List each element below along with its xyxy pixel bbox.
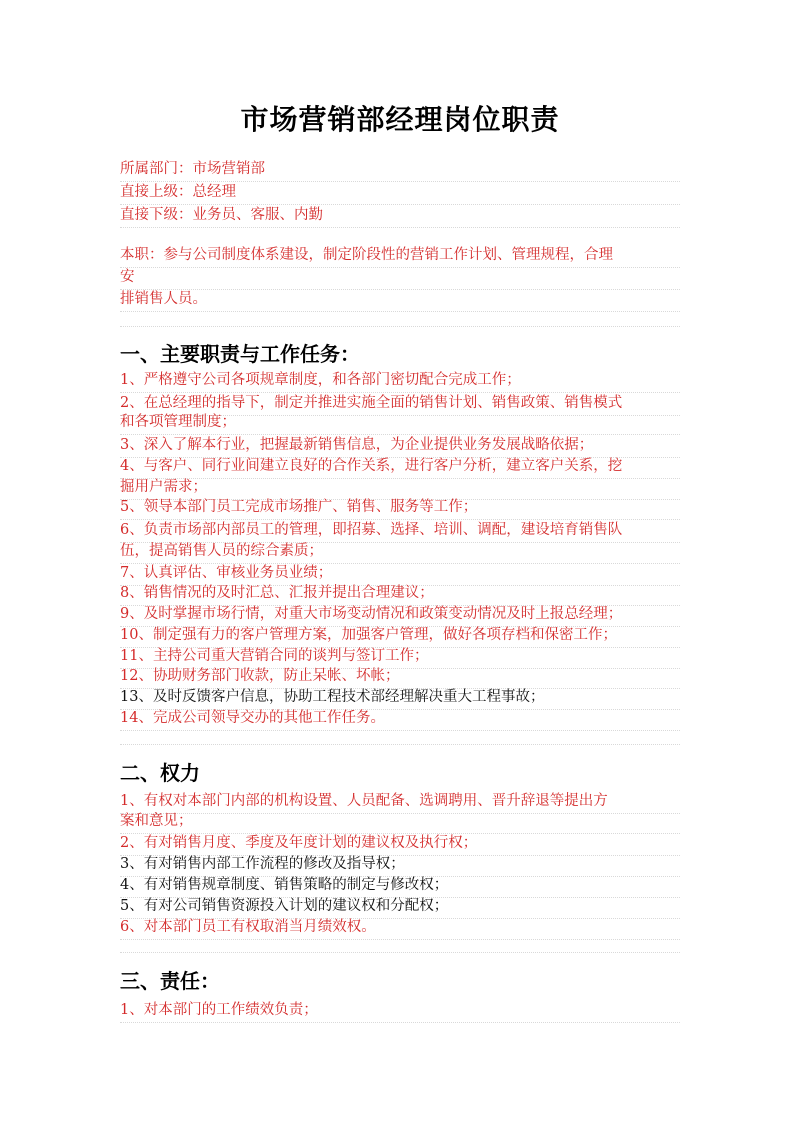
document-title: 市场营销部经理岗位职责 xyxy=(240,103,560,136)
duty-line: 6、负责市场部内部员工的管理，即招募、选择、培训、调配，建设培育销售队 xyxy=(120,519,680,543)
duty-line: 1、严格遵守公司各项规章制度，和各部门密切配合完成工作； xyxy=(120,369,680,393)
core-duty-line-3: 排销售人员。 xyxy=(120,288,680,312)
duty-line: 11、主持公司重大营销合同的谈判与签订工作； xyxy=(120,645,680,669)
authority-line: 6、对本部门员工有权取消当月绩效权。 xyxy=(120,916,680,940)
authority-line: 1、有权对本部门内部的机构设置、人员配备、选调聘用、晋升辞退等提出方 xyxy=(120,790,680,814)
duty-line: 7、认真评估、审核业务员业绩； xyxy=(120,562,680,586)
duty-line: 伍，提高销售人员的综合素质； xyxy=(120,540,680,564)
divider xyxy=(120,326,680,327)
section-heading-responsibility: 三、责任： xyxy=(120,969,220,993)
department-line: 所属部门：市场营销部 xyxy=(120,158,680,182)
authority-line: 案和意见； xyxy=(120,810,680,834)
subordinate-line: 直接下级：业务员、客服、内勤 xyxy=(120,204,680,228)
duty-line: 掘用户需求； xyxy=(120,476,680,500)
core-duty-line-2: 安 xyxy=(120,266,680,290)
core-duty-line-1: 本职：参与公司制度体系建设，制定阶段性的营销工作计划、管理规程，合理 xyxy=(120,244,680,268)
duty-line: 8、销售情况的及时汇总、汇报并提出合理建议； xyxy=(120,582,680,606)
duty-line: 4、与客户、同行业间建立良好的合作关系，进行客户分析，建立客户关系，挖 xyxy=(120,455,680,479)
authority-line: 3、有对销售内部工作流程的修改及指导权； xyxy=(120,853,680,877)
duty-line: 3、深入了解本行业，把握最新销售信息，为企业提供业务发展战略依据； xyxy=(120,434,680,458)
authority-line: 5、有对公司销售资源投入计划的建议权和分配权； xyxy=(120,895,680,919)
responsibility-line: 1、对本部门的工作绩效负责； xyxy=(120,999,680,1023)
section-heading-duties: 一、主要职责与工作任务： xyxy=(120,342,360,366)
duty-line: 2、在总经理的指导下，制定并推进实施全面的销售计划、销售政策、销售模式 xyxy=(120,392,680,416)
authority-line: 4、有对销售规章制度、销售策略的制定与修改权； xyxy=(120,874,680,898)
duty-line: 9、及时掌握市场行情，对重大市场变动情况和政策变动情况及时上报总经理； xyxy=(120,603,680,627)
duty-line: 13、及时反馈客户信息，协助工程技术部经理解决重大工程事故； xyxy=(120,686,680,710)
duty-line: 14、完成公司领导交办的其他工作任务。 xyxy=(120,707,680,731)
superior-line: 直接上级：总经理 xyxy=(120,181,680,205)
duty-line: 12、协助财务部门收款，防止呆帐、坏帐； xyxy=(120,665,680,689)
divider xyxy=(120,744,680,745)
divider xyxy=(120,952,680,953)
authority-line: 2、有对销售月度、季度及年度计划的建议权及执行权； xyxy=(120,832,680,856)
duty-line: 和各项管理制度； xyxy=(120,411,680,435)
duty-line: 5、领导本部门员工完成市场推广、销售、服务等工作； xyxy=(120,496,680,520)
section-heading-authority: 二、权力 xyxy=(120,761,200,785)
duty-line: 10、制定强有力的客户管理方案，加强客户管理，做好各项存档和保密工作； xyxy=(120,624,680,648)
